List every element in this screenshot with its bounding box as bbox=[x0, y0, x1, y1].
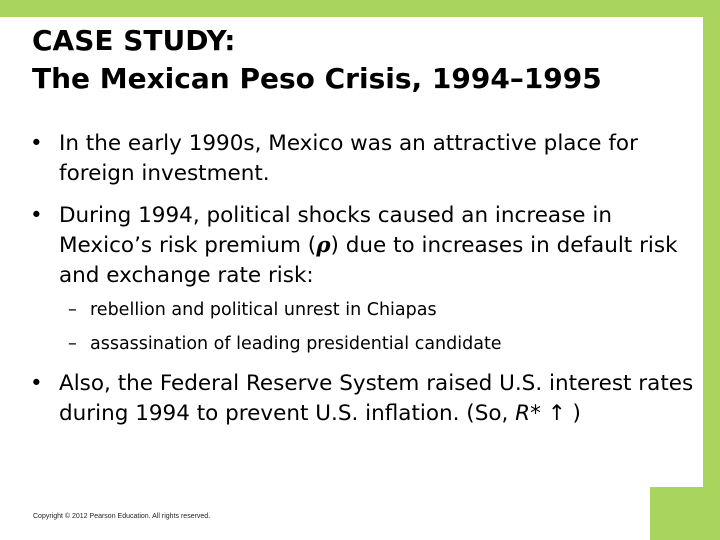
sub-bullet-marker: – bbox=[68, 300, 77, 320]
up-arrow-icon: ↑ ) bbox=[540, 401, 581, 426]
bullet-text bbox=[59, 201, 700, 291]
top-accent-bar bbox=[0, 0, 720, 17]
bullet-text bbox=[59, 369, 700, 429]
bullet-text-post: ) due to increases in default risk and exchange rate risk: bbox=[59, 233, 678, 288]
copyright-notice: Copyright © 2012 Pearson Education. All rights reserved. bbox=[33, 513, 211, 520]
sub-bullet-text: rebellion and political unrest in Chiapas bbox=[90, 300, 437, 320]
sub-bullet-chiapas bbox=[68, 298, 688, 322]
corner-accent-block bbox=[650, 487, 720, 540]
title-line-1: CASE STUDY: bbox=[32, 24, 236, 57]
right-accent-bar bbox=[703, 0, 720, 540]
bullet-text-pre: During 1994, political shocks caused an increase in Mexico’s risk premium ( bbox=[59, 203, 612, 258]
bullet-marker: • bbox=[30, 131, 43, 156]
sub-bullet-text: assassination of leading presidential candidate bbox=[90, 334, 502, 354]
bullet-item-foreign-investment bbox=[30, 129, 700, 189]
sub-bullet-marker: – bbox=[68, 334, 77, 354]
bullet-text-pre: Also, the Federal Reserve System raised U.S. interest rates during 1994 to prevent U.S. inflation. (So, bbox=[59, 371, 694, 426]
bullet-item-federal-reserve bbox=[30, 369, 700, 429]
bullet-marker: • bbox=[30, 203, 43, 228]
bullet-marker: • bbox=[30, 371, 43, 396]
bullet-text: In the early 1990s, Mexico was an attractive place for foreign investment. bbox=[59, 131, 638, 186]
bullet-item-political-shocks bbox=[30, 201, 700, 291]
slide-title bbox=[32, 22, 602, 98]
r-star-symbol: R* bbox=[515, 401, 541, 426]
rho-symbol: ρ bbox=[316, 233, 331, 258]
sub-bullet-assassination bbox=[68, 332, 688, 356]
title-line-2: The Mexican Peso Crisis, 1994–1995 bbox=[32, 62, 602, 95]
